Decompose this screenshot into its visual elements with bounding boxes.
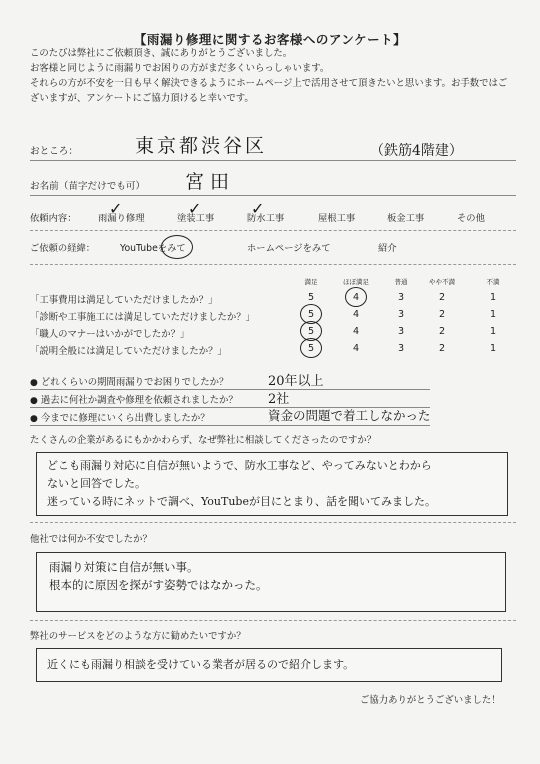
check-mark-icon: ✓ [109,199,123,218]
rating-option-2[interactable]: 2 [438,292,446,303]
route-option-youtube[interactable]: YouTubeをみて [120,243,186,254]
closing-text: ご協力ありがとうございました！ [360,695,501,706]
selected-circle-icon [345,287,367,307]
name-value[interactable]: 宮田 [185,171,236,193]
rating-header: 普通 [394,278,408,286]
intro-text [30,46,520,106]
rating-option-4[interactable]: 4 [352,309,360,320]
anxiety-label: 他社では何か不安でしたか？ [30,534,152,545]
divider [30,230,516,231]
request-option-leak-repair[interactable]: 雨漏り修理 [98,213,145,224]
rating-option-5[interactable]: 5 [307,343,315,354]
check-mark-icon: ✓ [188,199,202,218]
rating-header: 満足 [304,278,318,286]
divider [30,522,516,523]
period-label: ● どれくらいの期間雨漏りでお困りでしたか？ [30,374,228,388]
intro-line: このたびは弊社にご依頼頂き、誠にありがとうございました。 [30,48,293,59]
rating-question: 「職人のマナーはいかがでしたか？」 [30,329,190,340]
anxiety-answer-line: 雨漏り対策に自信が無い事。 [49,560,199,574]
request-option-waterproofing[interactable]: 防水工事 [247,213,285,224]
reason-answer-box[interactable] [36,452,508,516]
rating-option-3[interactable]: 3 [397,326,405,337]
rating-option-4[interactable]: 4 [352,292,360,303]
intro-line: お客様と同じように雨漏りでお困りの方がまだ多くいらっしゃいます。 [30,63,330,74]
rating-option-3[interactable]: 3 [397,309,405,320]
address-note: （鉄筋4階建） [370,143,463,159]
rating-option-3[interactable]: 3 [397,343,405,354]
route-option-referral[interactable]: 紹介 [378,243,397,254]
rating-option-1[interactable]: 1 [489,292,497,303]
request-label: 依頼内容： [30,213,77,224]
past-answer[interactable]: 2社 [268,392,290,407]
reason-label: たくさんの企業があるにもかかわらず、なぜ弊社に相談してくださったのですか？ [30,435,377,446]
address-value[interactable]: 東京都渋谷区 [135,135,268,157]
rating-option-5[interactable]: 5 [307,309,315,320]
rating-question: 「説明全般には満足していただけましたか？」 [30,346,227,357]
address-label: おところ： [30,146,78,157]
recommend-answer-box[interactable] [36,648,502,682]
rating-header: ほぼ満足 [343,278,369,286]
address-underline [30,160,516,161]
request-option-painting[interactable]: 塗装工事 [177,213,215,224]
rating-option-4[interactable]: 4 [352,343,360,354]
past-label: ● 過去に何社か調査や修理を依頼されましたか？ [30,392,238,406]
period-underline [30,389,430,390]
rating-option-1[interactable]: 1 [489,343,497,354]
recommend-label: 弊社のサービスをどのような方に勧めたいですか？ [30,631,246,642]
rating-option-5[interactable]: 5 [307,292,315,303]
request-option-sheet-metal[interactable]: 板金工事 [387,213,425,224]
anxiety-answer-box[interactable] [36,552,506,612]
rating-header: やや不満 [429,278,455,286]
request-option-roofing[interactable]: 屋根工事 [318,213,356,224]
intro-line: それらの方が不安を一日も早く解決できるようにホームページ上で活用させて頂きたいと思います。お手数ではご [30,78,508,89]
reason-answer-line: どこも雨漏り対応に自信が無いようで、防水工事など、やってみないとわから [47,459,432,472]
rating-option-2[interactable]: 2 [438,326,446,337]
recommend-answer-line: 近くにも雨漏り相談を受けている業者が居るので紹介します。 [47,658,355,671]
route-label: ご依頼の経緯： [30,243,96,254]
cost-underline [30,425,430,426]
rating-header: 不満 [486,278,500,286]
request-option-other[interactable]: その他 [457,213,485,224]
name-label: お名前（苗字だけでも可） [30,181,146,192]
anxiety-answer-line: 根本的に原因を探がす姿勢ではなかった。 [49,578,268,592]
cost-answer[interactable]: 資金の問題で着工しなかった [268,408,431,423]
rating-question: 「診断や工事施工には満足していただけましたか？」 [30,312,256,323]
rating-option-3[interactable]: 3 [397,292,405,303]
rating-option-5[interactable]: 5 [307,326,315,337]
selected-circle-icon [300,338,322,358]
rating-option-2[interactable]: 2 [438,343,446,354]
check-mark-icon: ✓ [251,199,265,218]
intro-line: ざいますが、アンケートにご協力頂けると幸いです。 [30,93,254,104]
selected-circle-icon [161,235,193,259]
name-underline [30,195,516,196]
divider [30,264,516,265]
period-answer[interactable]: 20年以上 [268,374,324,389]
rating-option-1[interactable]: 1 [489,309,497,320]
cost-label: ● 今までに修理にいくら出費しましたか？ [30,410,210,424]
rating-option-1[interactable]: 1 [489,326,497,337]
rating-option-2[interactable]: 2 [438,309,446,320]
reason-answer-line: 迷っている時にネットで調べ、YouTubeが目にとまり、話を聞いてみました。 [47,495,436,508]
divider [30,620,516,621]
reason-answer-line: ないと回答でした。 [47,477,146,490]
rating-option-4[interactable]: 4 [352,326,360,337]
route-option-homepage[interactable]: ホームページをみて [247,243,331,254]
survey-title: 【雨漏り修理に関するお客様へのアンケート】 [133,32,407,47]
rating-question: 「工事費用は満足していただけましたか？」 [30,295,218,306]
